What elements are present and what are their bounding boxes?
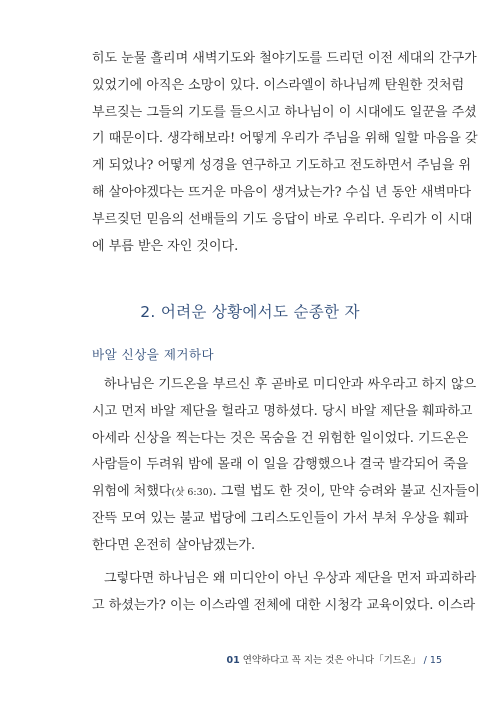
text-line: 해 살아야겠다는 뜨거운 마음이 생겨났는가? 수십 년 동안 새벽마다 — [92, 184, 472, 200]
paragraph-2 — [92, 372, 480, 560]
text-line: 게 되었나? 어떻게 성경을 연구하고 기도하고 전도하면서 주님을 위 — [92, 158, 472, 174]
text-line: 사람들이 두려워 밤에 몰래 이 일을 감행했으나 결국 발각되어 죽을 — [92, 457, 469, 473]
section-title: 2. 어려운 상황에서도 순종한 자 — [140, 303, 360, 321]
paragraph-3 — [92, 566, 477, 620]
text-line: 하나님은 기드온을 부르신 후 곧바로 미디안과 싸우라고 하지 않으 — [104, 377, 477, 392]
text-line — [92, 479, 480, 506]
subheading: 바알 신상을 제거하다 — [92, 347, 215, 362]
text-segment: 위험에 처했다(삿 6:30). 그럴 법도 한 것이, 만약 승려와 불교 신자들이 — [92, 484, 480, 500]
text-line: 히도 눈물 흘리며 새벽기도와 철야기도를 드리던 이전 세대의 간구가 — [92, 51, 477, 66]
chapter-number: 01 — [226, 655, 240, 666]
text-line: 그렇다면 하나님은 왜 미디안이 아닌 우상과 제단을 먼저 파괴하라 — [104, 571, 477, 586]
text-line: 있었기에 아직은 소망이 있다. 이스라엘이 하나님께 탄원한 것처럼 — [92, 77, 465, 93]
text-line: 기 때문이다. 생각해보라! 어떻게 우리가 주님을 위해 일할 마음을 갖 — [92, 131, 478, 147]
text-line: 고 하셨는가? 이는 이스라엘 전체에 대한 시청각 교육이었다. 이스라 — [92, 597, 476, 613]
page-number: 15 — [429, 655, 442, 666]
text-line: 부르짖던 믿음의 선배들의 기도 응답이 바로 우리다. 우리가 이 시대 — [92, 211, 473, 227]
paragraph-1 — [92, 46, 478, 260]
chapter-title: 연약하다고 꼭 지는 것은 아니다「기드온」 — [242, 655, 421, 666]
text-line: 아세라 신상을 찍는다는 것은 목숨을 건 위험한 일이었다. 기드온은 — [92, 430, 469, 446]
text-line: 시고 먼저 바알 제단을 헐라고 명하셨다. 당시 바알 제단을 훼파하고 — [92, 403, 473, 419]
text-line: 한다면 온전히 살아남겠는가. — [92, 537, 256, 553]
text-line: 부르짖는 그들의 기도를 들으시고 하나님이 이 시대에도 일꾼을 주셨 — [92, 104, 477, 120]
text-line: 잔뜩 모여 있는 불교 법당에 그리스도인들이 가서 부처 우상을 훼파 — [92, 510, 469, 526]
text-line: 에 부름 받은 자인 것이다. — [92, 238, 239, 254]
footer-separator: / — [423, 655, 427, 666]
scripture-reference: (삿 6:30) — [171, 487, 213, 499]
page-footer — [226, 652, 442, 666]
